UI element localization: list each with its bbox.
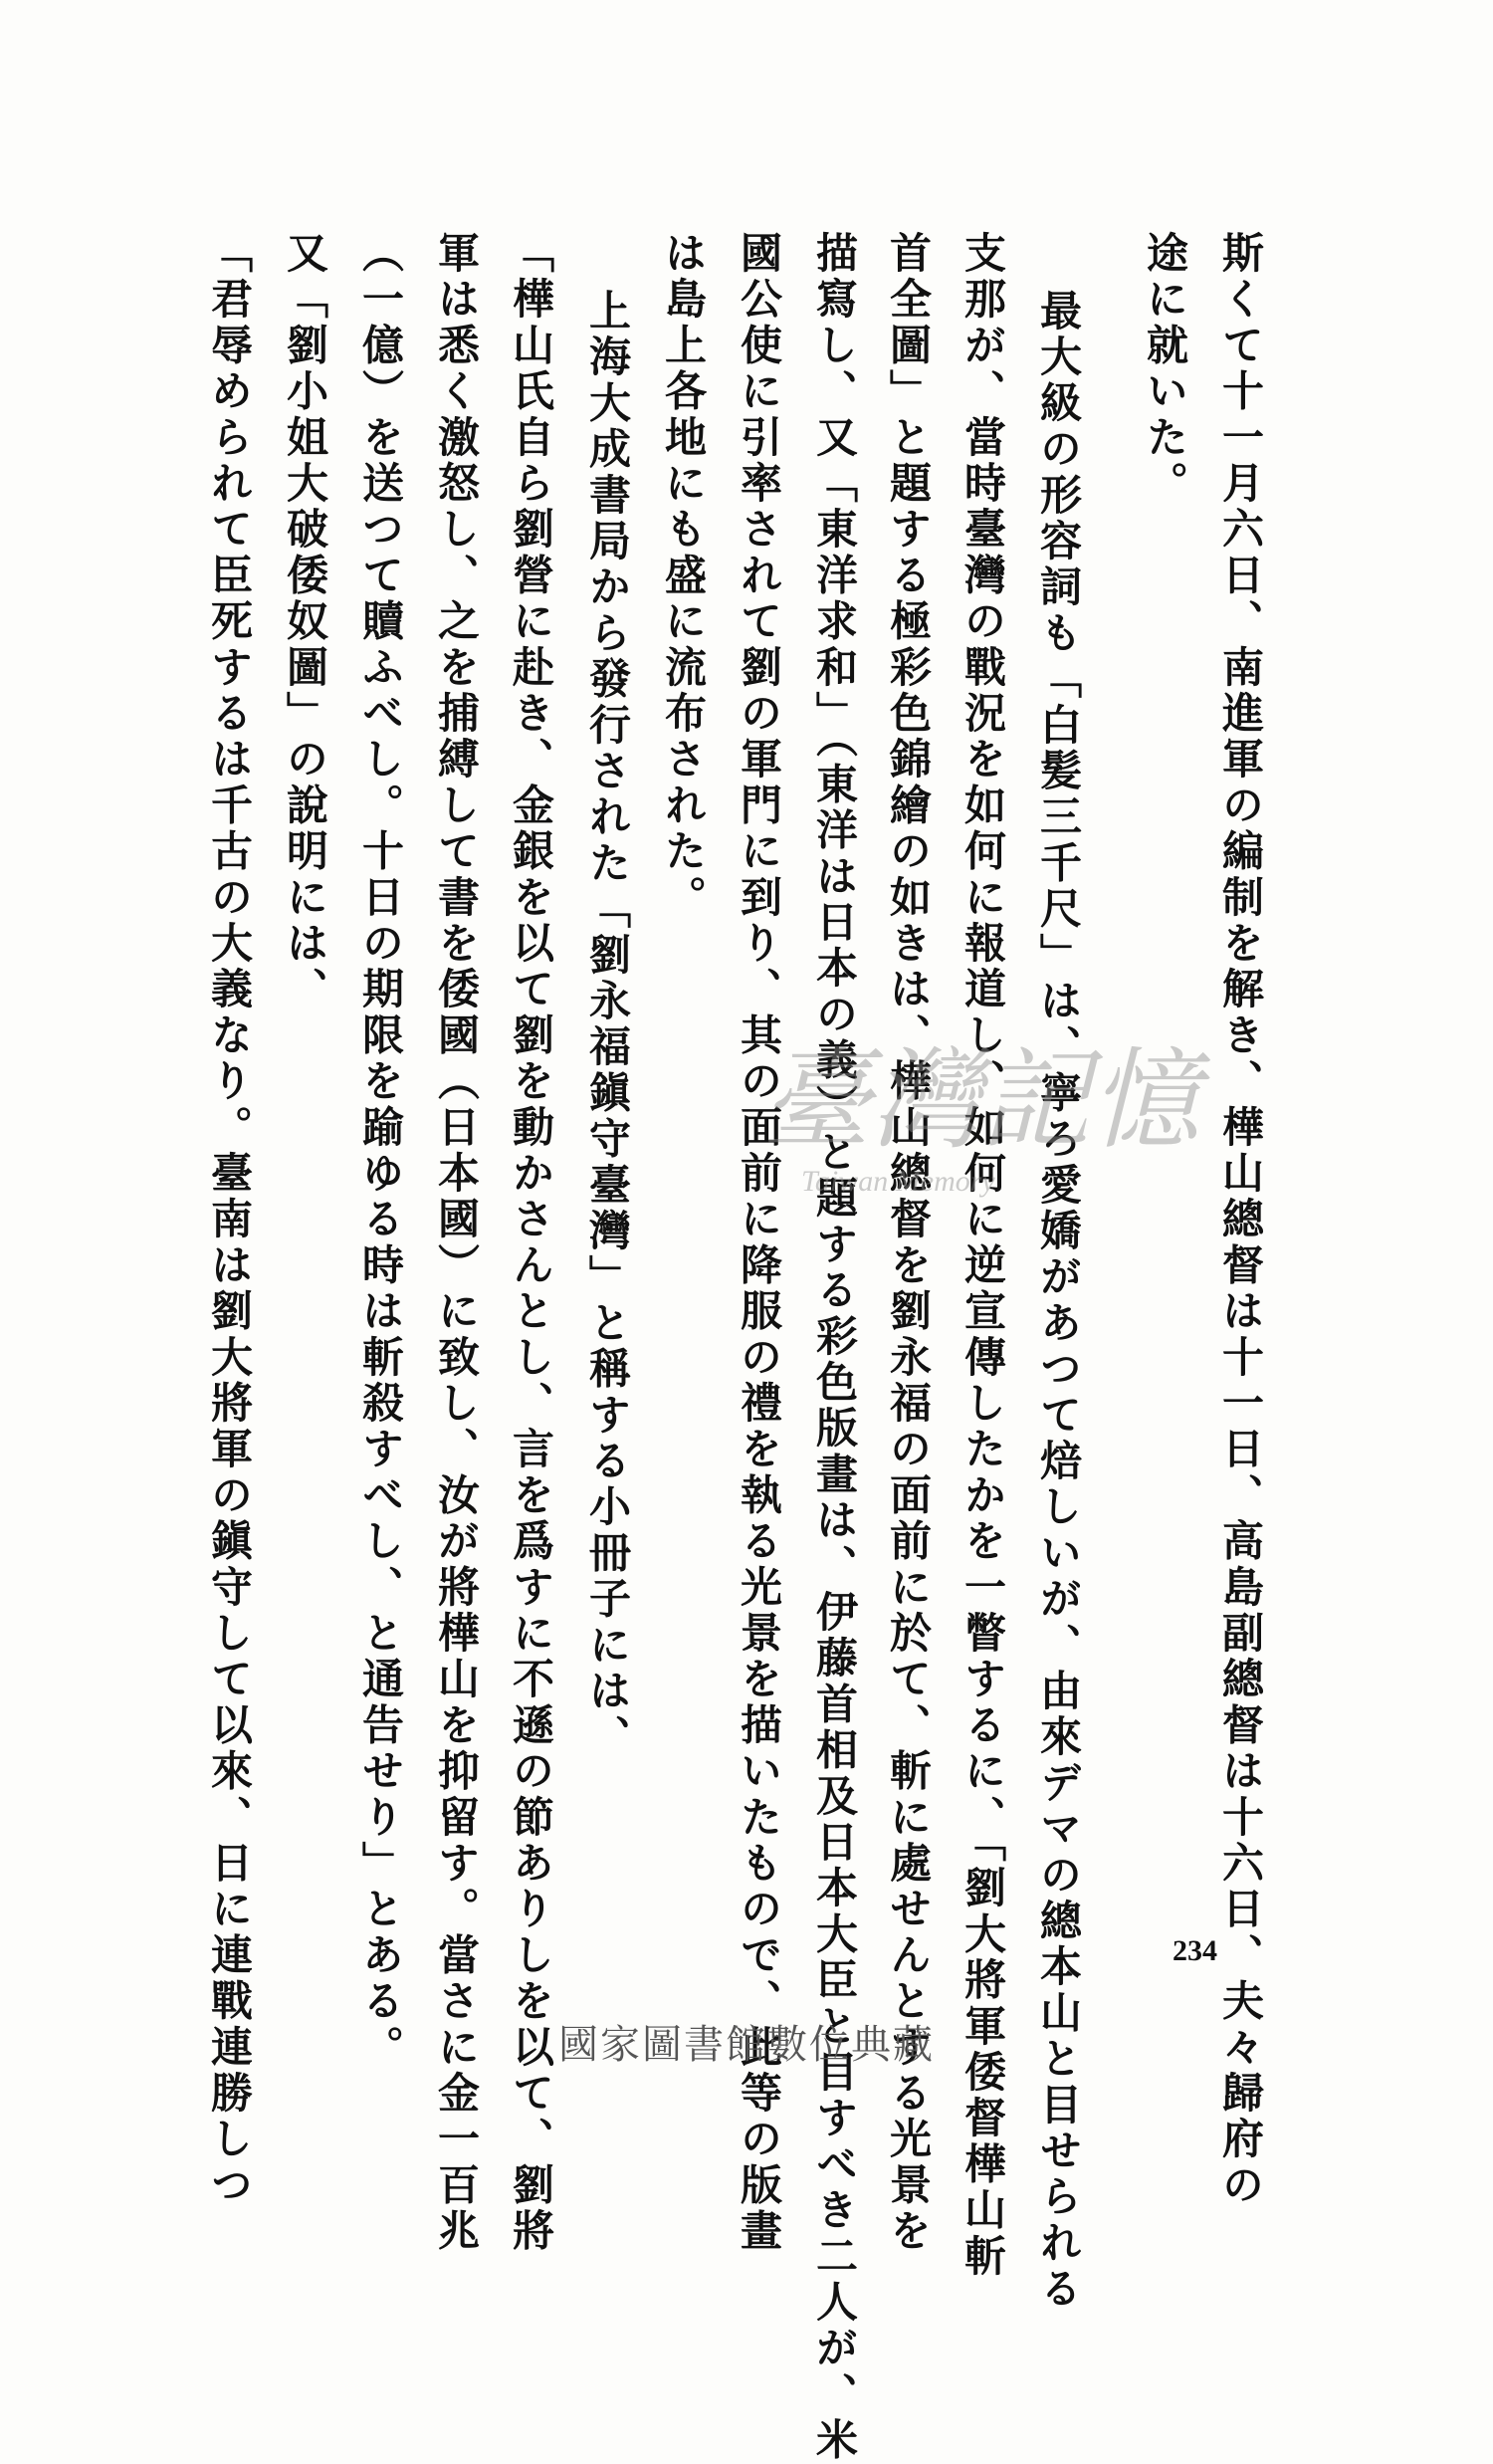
text-column-9: 上海大成書局から發行された「劉永福鎭守臺灣」と稱する小冊子には、 [583,289,632,1761]
text-column-8: は島上各地にも盛に流布された。 [659,231,708,921]
watermark-subtitle: Taiwan Memory [801,1165,995,1198]
text-column-5: 首全圖」と題する極彩色錦繪の如きは、樺山總督を劉永福の面前に於て、斬に處せんとする光景を [884,231,933,2255]
page-number: 234 [1173,1934,1217,1967]
footer-collection-label: 國家圖書館數位典藏 [558,2022,935,2068]
text-column-2: 途に就いた。 [1141,231,1189,508]
watermark-title: 臺灣記憶 [761,1036,1199,1164]
text-column-3: 最大級の形容詞も「白髪三千尺」は、寧ろ愛嬌があつて焙しいが、由來デマの總本山と目せられる [1034,289,1083,2313]
text-column-1: 斯くて十一月六日、南進軍の編制を解き、樺山總督は十一日、高島副總督は十六日、夫々歸府の [1216,231,1265,2209]
text-column-6: 描寫し、又「東洋求和」（東洋は日本の義）と題する彩色版畫は、伊藤首相及日本大臣と目すべき二人が、米 [810,231,859,2464]
text-column-4: 支那が、當時臺灣の戰況を如何に報道し、如何に逆宣傳したかを一瞥するに、「劉大將軍倭督樺山斬 [959,231,1007,2280]
text-column-10: 「樺山氏自ら劉營に赴き、金銀を以て劉を動かさんとし、言を爲すに不遜の節ありしを以て、劉將 [507,231,555,2255]
text-column-11: 軍は悉く激怒し、之を捕縛して書を倭國（日本國）に致し、汝が將樺山を抑留す。當さに金一百兆 [432,231,481,2255]
watermark-logo [751,1036,1209,1215]
text-column-7: 國公使に引率されて劉の軍門に到り、其の面前に降服の禮を執る光景を描いたもので、此等の版畫 [735,231,783,2255]
text-column-14: 「君辱められて臣死するは千古の大義なり。臺南は劉大將軍の鎭守して以來、日に連戰連勝しつ [205,231,254,2209]
text-column-13: 又「劉小姐大破倭奴圖」の說明には、 [281,231,329,1013]
text-column-12: （一億）を送つて贖ふべし。十日の期限を踰ゆる時は斬殺すべし、と通告せり」とある。 [356,231,405,2071]
